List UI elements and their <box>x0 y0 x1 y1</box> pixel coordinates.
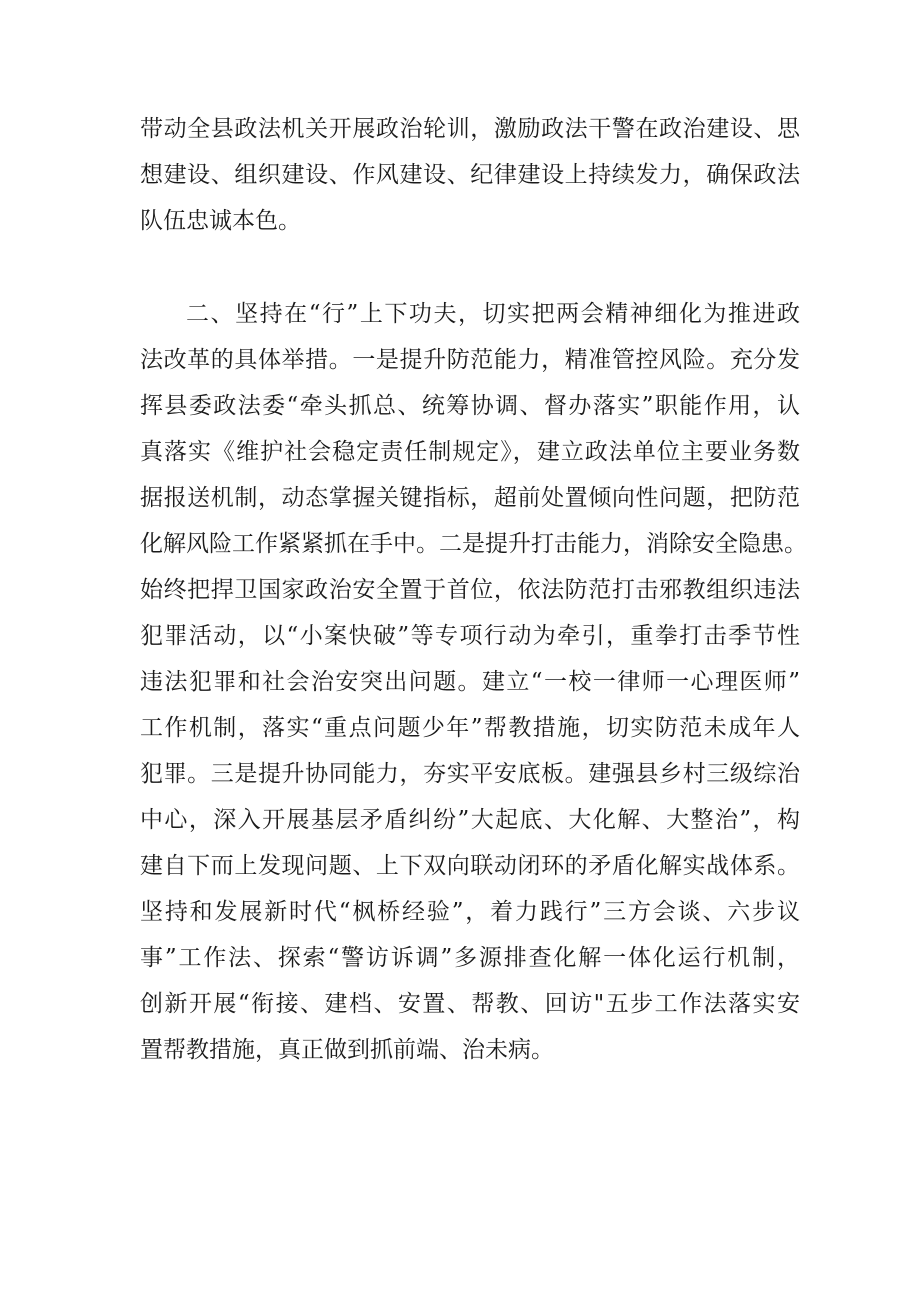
text-line: 创新开展“衔接、建档、安置、帮教、回访"五步工作法落实安 <box>140 991 800 1017</box>
paragraph-2 <box>140 291 807 1073</box>
text-line: 真落实《维护社会稳定责任制规定》，建立政法单位主要业务数 <box>140 439 800 465</box>
text-line: 二、坚持在“行”上下功夫，切实把两会精神细化为推进政 <box>186 301 800 327</box>
paragraph-1 <box>140 106 800 244</box>
text-line: 工作机制，落实“重点问题少年”帮教措施，切实防范未成年人 <box>140 715 800 741</box>
text-line: 犯罪活动，以“小案快破”等专项行动为牵引，重拳打击季节性 <box>140 623 800 649</box>
text-line: 据报送机制，动态掌握关键指标，超前处置倾向性问题，把防范 <box>140 485 800 511</box>
text-line: 法改革的具体举措。一是提升防范能力，精准管控风险。充分发 <box>140 347 800 373</box>
text-line: 带动全县政法机关开展政治轮训，激励政法干警在政治建设、思 <box>140 116 800 142</box>
text-line: 想建设、组织建设、作风建设、纪律建设上持续发力，确保政法 <box>140 162 800 188</box>
text-line: 始终把捍卫国家政治安全置于首位，依法防范打击邪教组织违法 <box>140 577 800 603</box>
text-line: 中心，深入开展基层矛盾纠纷”大起底、大化解、大整治”，构 <box>140 807 800 833</box>
text-line: 挥县委政法委“牵头抓总、统筹协调、督办落实”职能作用，认 <box>140 393 800 419</box>
text-line: 犯罪。三是提升协同能力，夯实平安底板。建强县乡村三级综治 <box>140 761 800 787</box>
text-line: 队伍忠诚本色。 <box>140 208 301 234</box>
text-line: 事”工作法、探索“警访诉调”多源排查化解一体化运行机制， <box>140 945 800 971</box>
text-line: 建自下而上发现问题、上下双向联动闭环的矛盾化解实战体系。 <box>140 853 800 879</box>
text-line: 置帮教措施，真正做到抓前端、治未病。 <box>140 1037 554 1063</box>
text-line: 违法犯罪和社会治安突出问题。建立“一校一律师一心理医师” <box>140 669 800 695</box>
text-line: 坚持和发展新时代“枫桥经验”，着力践行”三方会谈、六步议 <box>140 899 800 925</box>
text-line: 化解风险工作紧紧抓在手中。二是提升打击能力，消除安全隐患。 <box>140 531 807 557</box>
